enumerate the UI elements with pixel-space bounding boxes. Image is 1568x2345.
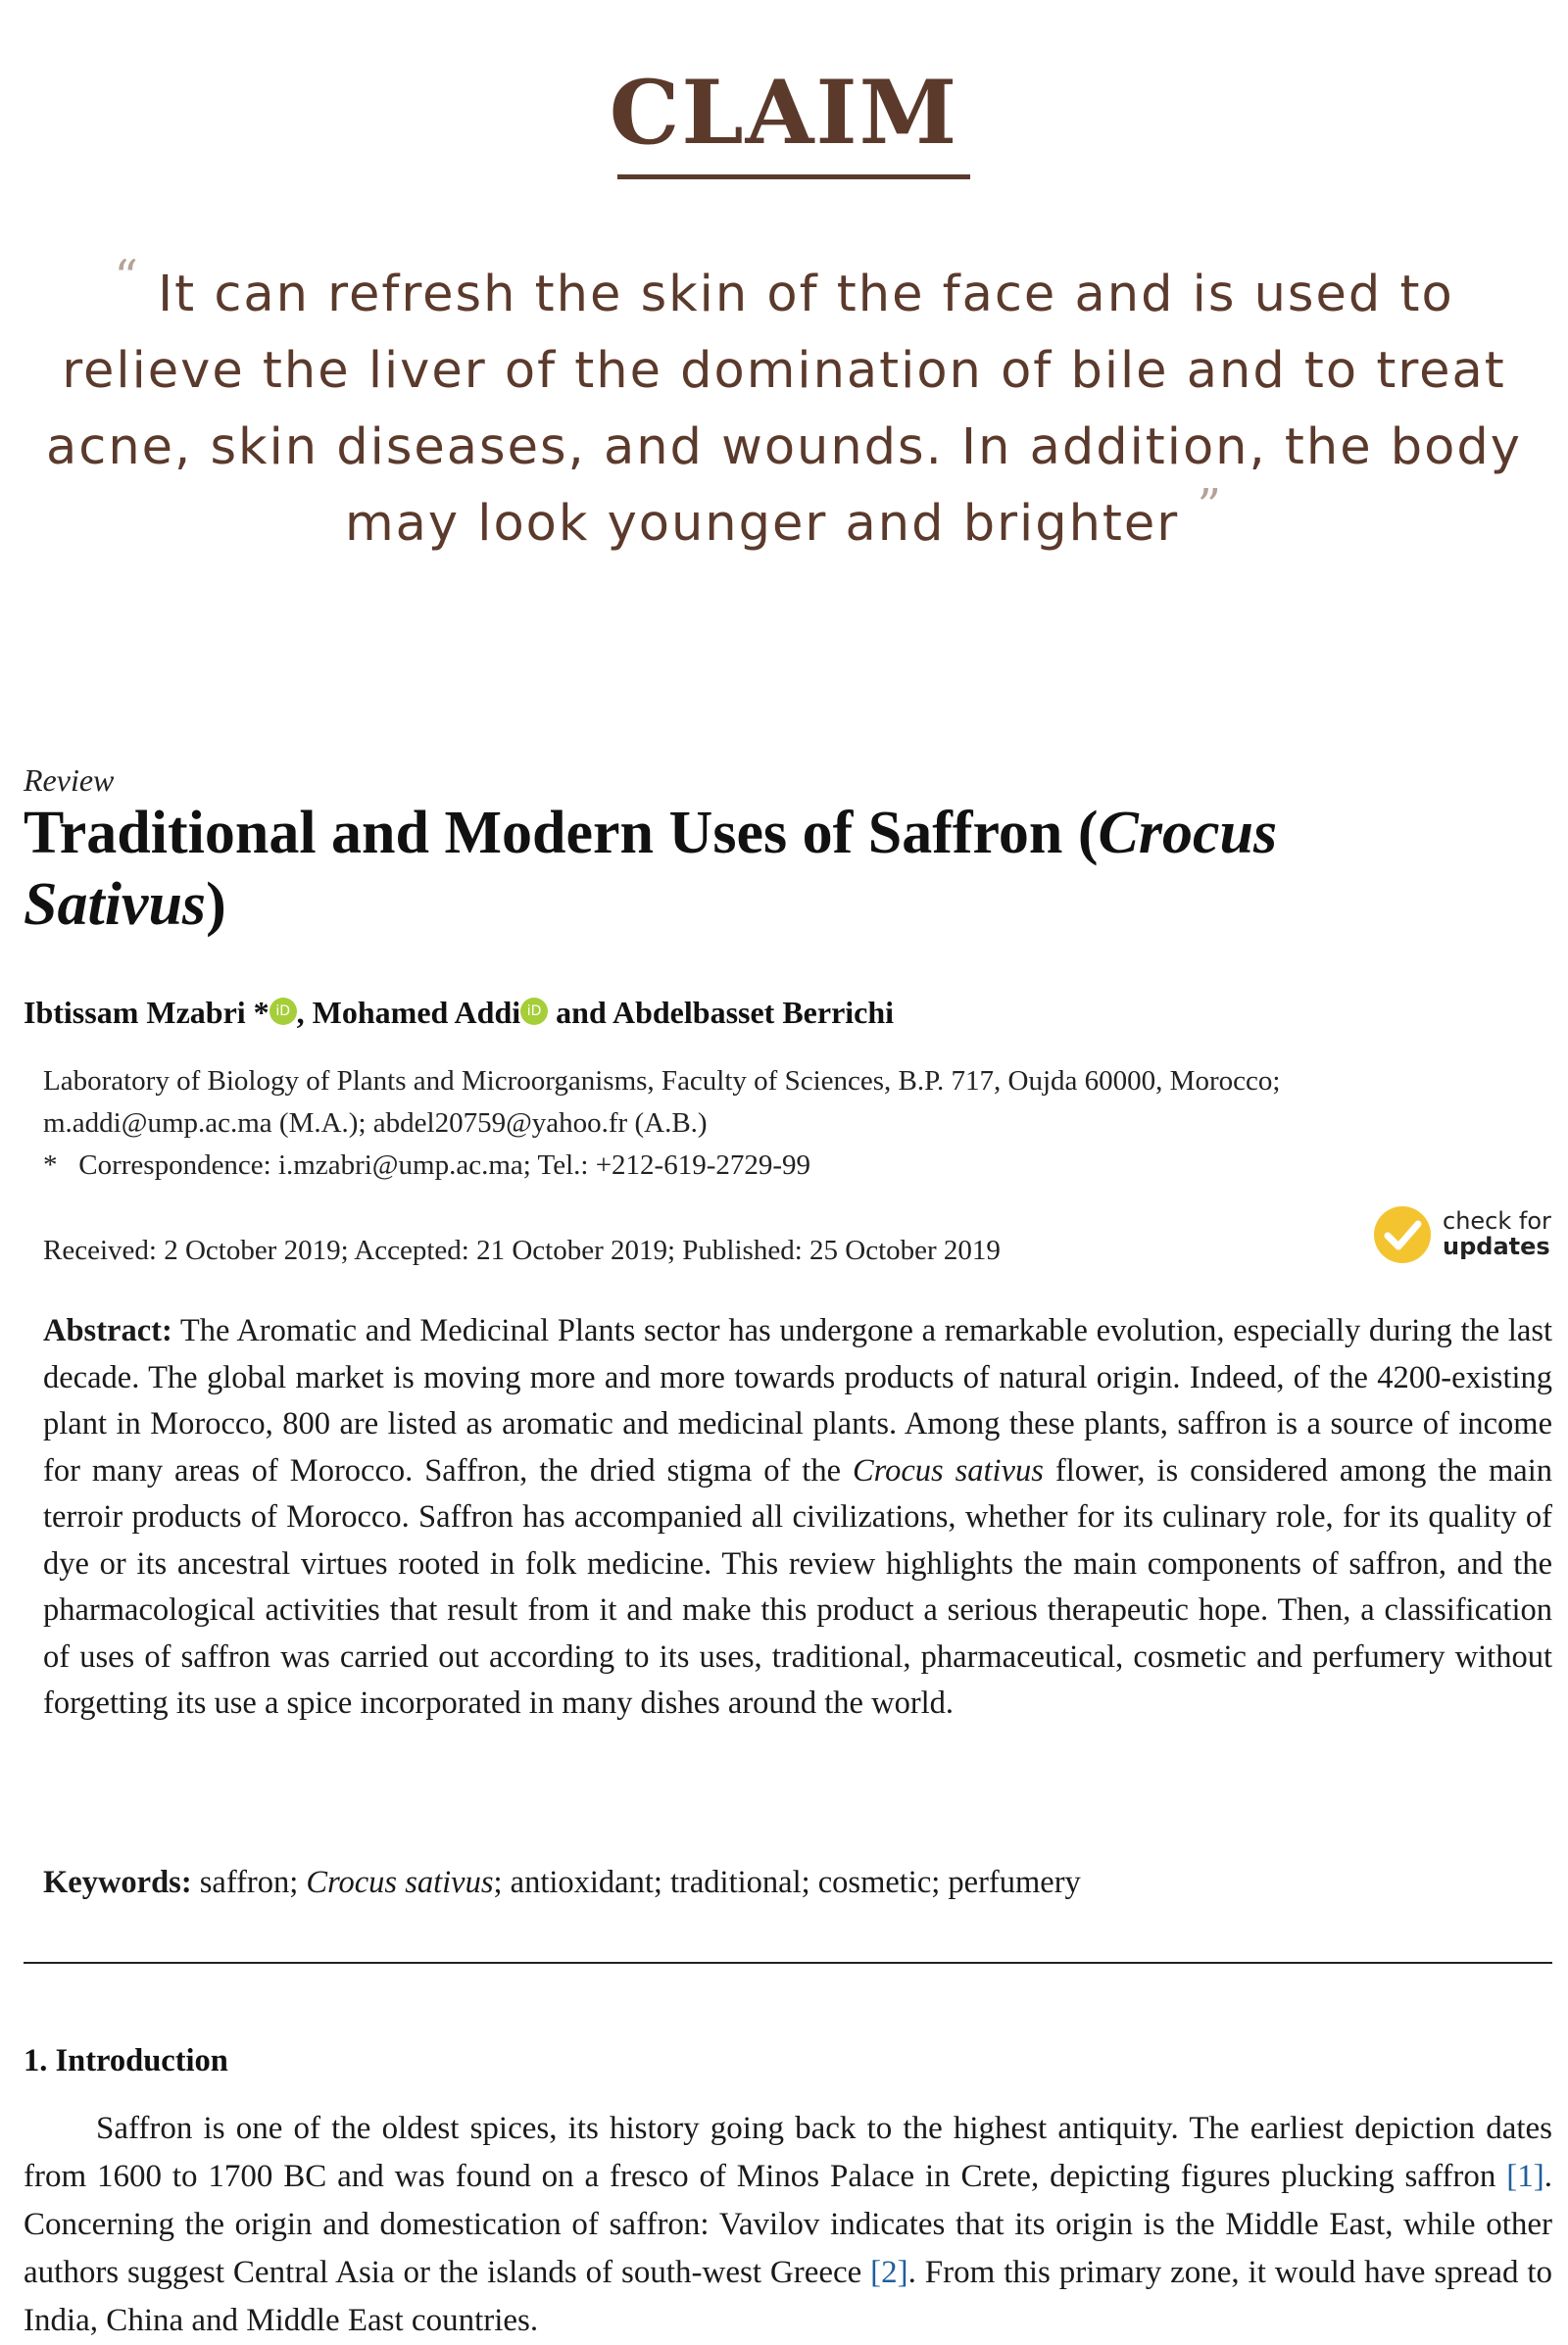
- affiliation-block: [43, 1060, 1533, 1187]
- abstract-text: flower, is considered among the main terroir products of Morocco. Saffron has accompanied all civilizations, whether for its culinary role, for its quality of dye or its ancestral virtues rooted in folk medicine. This review highlights the main components of saffron, and the pharmacological activities that result from it and make this product a serious therapeutic hope. Then, a classification of uses of saffron was carried out according to its uses, traditional, pharmaceutical, cosmetic and perfumery without forgetting its use a spice incorporated in many dishes around the world.: [43, 1452, 1552, 1721]
- claim-underline: [617, 174, 970, 179]
- affiliation-emails: m.addi@ump.ac.ma (M.A.); abdel20759@yahoo.fr (A.B.): [43, 1107, 708, 1139]
- updates-text: [1443, 1208, 1551, 1259]
- abstract-italic: Crocus sativus: [852, 1452, 1044, 1489]
- author-list: [24, 995, 894, 1031]
- updates-line-1: check for: [1443, 1207, 1551, 1235]
- author-2[interactable]: Mohamed Addi: [312, 995, 521, 1030]
- correspondence: * Correspondence: i.mzabri@ump.ac.ma; Tel.: +212-619-2729-99: [43, 1149, 811, 1181]
- citation-link[interactable]: [2]: [870, 2255, 908, 2290]
- keywords-label: Keywords:: [43, 1865, 192, 1900]
- close-quote-mark: ”: [1197, 479, 1224, 534]
- section-heading-introduction: 1. Introduction: [24, 2043, 228, 2078]
- article-title: [24, 798, 1454, 941]
- author-separator: and: [548, 995, 612, 1030]
- orcid-icon[interactable]: iD: [520, 998, 548, 1025]
- claim-quote: [39, 250, 1529, 562]
- citation-link[interactable]: [1]: [1506, 2159, 1544, 2194]
- keywords-italic: Crocus sativus: [306, 1865, 494, 1900]
- open-quote-mark: “: [114, 250, 140, 305]
- title-main: Traditional and Modern Uses of Saffron (: [24, 800, 1099, 866]
- article-type: Review: [24, 762, 115, 798]
- intro-text: . From this primary zone, it would have spread to India, China and Middle East countries.: [24, 2255, 1552, 2338]
- abstract: [43, 1308, 1552, 1728]
- affiliation-line: Laboratory of Biology of Plants and Microorganisms, Faculty of Sciences, B.P. 717, Oujda 60000, Morocco;: [43, 1065, 1281, 1097]
- updates-line-2: updates: [1443, 1233, 1550, 1260]
- title-end: ): [206, 871, 226, 938]
- orcid-icon[interactable]: iD: [270, 998, 297, 1025]
- check-for-updates-badge[interactable]: [1372, 1200, 1558, 1269]
- title-italic: Crocus Sativus: [24, 800, 1278, 938]
- keywords: [43, 1865, 1081, 1901]
- section-divider: [24, 1962, 1552, 1964]
- abstract-text: The Aromatic and Medicinal Plants sector has undergone a remarkable evolution, especially during the last decade. The global market is moving more and more towards products of natural origin. Indeed, of the 4200-existing plant in Morocco, 800 are listed as aromatic and medicinal plants. Among these plants, saffron is a source of income for many areas of Morocco. Saffron, the dried stigma of the: [43, 1313, 1552, 1489]
- corresponding-mark: *: [245, 995, 270, 1030]
- keywords-text: ; antioxidant; traditional; cosmetic; perfumery: [493, 1865, 1081, 1900]
- publication-dates: Received: 2 October 2019; Accepted: 21 October 2019; Published: 25 October 2019: [43, 1235, 1001, 1266]
- keywords-text: saffron;: [191, 1865, 307, 1900]
- intro-text: . Concerning the origin and domestication of saffron: Vavilov indicates that its origin is the Middle East, while other authors suggest Central Asia or the islands of south-west Greece: [24, 2159, 1552, 2290]
- claim-quote-text: It can refresh the skin of the face and is used to relieve the liver of the domination of bile and to treat acne, skin diseases, and wounds. In addition, the body may look younger and brighter: [46, 266, 1522, 553]
- author-separator: ,: [296, 995, 313, 1030]
- introduction-paragraph: [24, 2105, 1552, 2345]
- author-1[interactable]: Ibtissam Mzabri: [24, 995, 246, 1030]
- claim-title: CLAIM: [609, 61, 959, 165]
- check-circle-icon: [1372, 1204, 1433, 1265]
- intro-text: Saffron is one of the oldest spices, its history going back to the highest antiquity. The earliest depiction dates from 1600 to 1700 BC and was found on a fresco of Minos Palace in Crete, depicting figures plucking saffron: [24, 2111, 1552, 2194]
- author-3[interactable]: Abdelbasset Berrichi: [612, 995, 895, 1030]
- abstract-label: Abstract:: [43, 1313, 172, 1348]
